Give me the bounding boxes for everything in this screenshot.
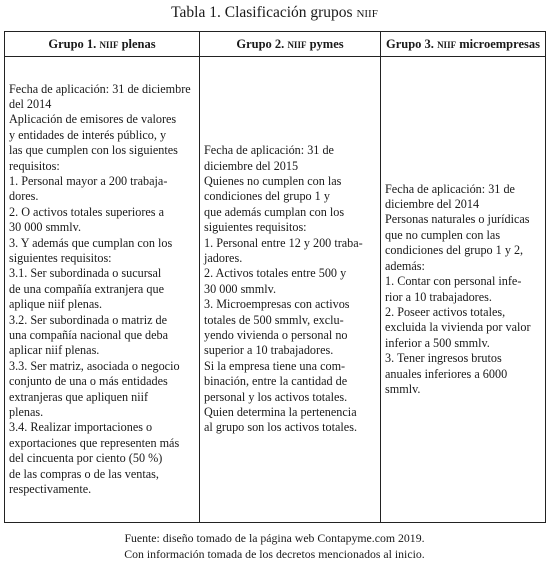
cell-group-2 — [200, 57, 381, 523]
table-title-abbr: niif — [356, 4, 378, 21]
cell-text-line: diciembre del 2014 — [385, 197, 480, 212]
cell-group-1-lines — [9, 82, 195, 498]
cell-text-line: requisitos: — [9, 158, 60, 173]
cell-text-line: Fecha de aplicación: 31 de — [385, 181, 515, 196]
cell-text-line: jadores. — [204, 250, 243, 265]
table-title-text: Tabla 1. Clasificación grupos — [171, 4, 353, 21]
cell-group-3 — [381, 57, 546, 523]
cell-text-line: conjunto de una o más entidades — [9, 374, 168, 389]
cell-text-line: aplicar niif plenas. — [9, 343, 100, 358]
cell-text-line: 2. Activos totales entre 500 y — [204, 266, 347, 281]
cell-group-2-lines — [204, 143, 376, 436]
cell-text-line: 2. O activos totales superiores a — [9, 204, 165, 219]
cell-text-line: que además cumplan con los — [204, 204, 345, 219]
cell-text-line: binación, entre la cantidad de — [204, 374, 348, 389]
cell-text-line: Quien determina la pertenencia — [204, 405, 357, 420]
cell-text-line: que no cumplen con las — [385, 227, 501, 242]
table-header-row — [5, 32, 546, 57]
cell-text-line: yendo vivienda o personal no — [204, 328, 348, 343]
cell-text-line: personal y los activos totales. — [204, 389, 348, 404]
column-header-group-2: Grupo 2. niif pymes — [200, 32, 381, 57]
cell-text-line: y entidades de interés público, y — [9, 127, 167, 142]
cell-text-line: 2. Poseer activos totales, — [385, 304, 506, 319]
cell-text-line: superior a 10 trabajadores. — [204, 343, 334, 358]
column-header-group-1: Grupo 1. niif plenas — [5, 32, 200, 57]
cell-text-line: 30 000 smmlv. — [9, 220, 81, 235]
cell-text-line: diciembre del 2015 — [204, 158, 299, 173]
cell-text-line: de las compras o de las ventas, — [9, 466, 159, 481]
cell-text-line: del 2014 — [9, 96, 52, 111]
cell-text-line: respectivamente. — [9, 482, 92, 497]
cell-text-line: siguientes requisitos: — [204, 220, 307, 235]
table-body-row — [5, 57, 546, 523]
cell-text-line: 3.2. Ser subordinada o matriz de — [9, 312, 168, 327]
cell-text-line: Si la empresa tiene una com- — [204, 358, 346, 373]
cell-text-line: 3. Y además que cumplan con los — [9, 235, 173, 250]
column-header-group-3: Grupo 3. niif microempresas — [381, 32, 546, 57]
cell-text-line: dores. — [9, 189, 39, 204]
cell-text-line: Quienes no cumplen con las — [204, 173, 342, 188]
cell-text-line: 30 000 smmlv. — [204, 281, 276, 296]
cell-text-line: aplique niif plenas. — [9, 297, 103, 312]
cell-text-line: del cincuenta por ciento (50 %) — [9, 451, 163, 466]
cell-text-line: extranjeras que apliquen niif — [9, 389, 149, 404]
cell-text-line: inferior a 500 smmlv. — [385, 335, 490, 350]
cell-text-line: las que cumplen con los siguientes — [9, 143, 178, 158]
source-note — [0, 531, 549, 562]
classification-table — [4, 31, 546, 523]
cell-text-line: smmlv. — [385, 381, 421, 396]
table-title — [0, 3, 549, 23]
cell-text-line: exportaciones que representen más — [9, 435, 180, 450]
cell-text-line: 1. Personal mayor a 200 trabaja- — [9, 173, 168, 188]
cell-text-line: 3. Microempresas con activos — [204, 297, 350, 312]
cell-text-line: 1. Personal entre 12 y 200 traba- — [204, 235, 363, 250]
cell-text-line: totales de 500 smmlv, exclu- — [204, 312, 344, 327]
cell-group-3-lines — [385, 182, 541, 398]
cell-text-line: además: — [385, 258, 425, 273]
cell-text-line: anuales inferiores a 6000 — [385, 366, 508, 381]
cell-group-1 — [5, 57, 200, 523]
cell-text-line: una compañía nacional que deba — [9, 328, 169, 343]
cell-text-line: 3.3. Ser matriz, asociada o negocio — [9, 358, 180, 373]
cell-text-line: al grupo son los activos totales. — [204, 420, 357, 435]
cell-text-line: 3. Tener ingresos brutos — [385, 351, 502, 366]
cell-text-line: Fecha de aplicación: 31 de diciembre — [9, 81, 191, 96]
source-line: Con información tomada de los decretos mencionados al inicio. — [124, 546, 425, 561]
cell-text-line: condiciones del grupo 1 y — [204, 189, 330, 204]
cell-text-line: condiciones del grupo 1 y 2, — [385, 243, 524, 258]
cell-text-line: Aplicación de emisores de valores — [9, 112, 177, 127]
cell-text-line: plenas. — [9, 405, 44, 420]
cell-text-line: 3.4. Realizar importaciones o — [9, 420, 153, 435]
cell-text-line: 3.1. Ser subordinada o sucursal — [9, 266, 162, 281]
cell-text-line: de una compañía extranjera que — [9, 281, 164, 296]
cell-text-line: Fecha de aplicación: 31 de — [204, 143, 334, 158]
cell-text-line: 1. Contar con personal infe- — [385, 274, 522, 289]
cell-text-line: Personas naturales o jurídicas — [385, 212, 530, 227]
cell-text-line: rior a 10 trabajadores. — [385, 289, 492, 304]
source-line: Fuente: diseño tomado de la página web Contapyme.com 2019. — [124, 531, 425, 545]
cell-text-line: siguientes requisitos: — [9, 250, 112, 265]
cell-text-line: excluida la vivienda por valor — [385, 320, 531, 335]
